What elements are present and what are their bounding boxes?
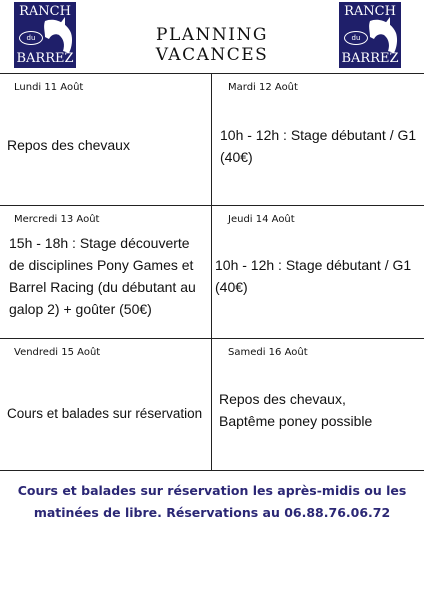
day-activity: 10h - 12h : Stage débutant / G1 (40€) [220, 127, 417, 165]
logo-top-text: RANCH [344, 4, 396, 19]
day-activity: 15h - 18h : Stage découverte de disciplines Pony Games et Barrel Racing (du débutant au galop 2) + goûter (50€) [9, 235, 196, 317]
day-label: Mercredi 13 Août [14, 214, 100, 225]
logo-bottom-text: BARREZ [16, 51, 74, 66]
logo-middle-text: du [19, 31, 43, 45]
day-label: Vendredi 15 Août [14, 347, 101, 358]
logo-middle-text: du [344, 31, 368, 45]
footer-note: Cours et balades sur réservation les après-midis ou les matinées de libre. Réservations au 06.88.76.06.72 [17, 483, 407, 520]
logo-bottom-text: BARREZ [341, 51, 399, 66]
day-activity: 10h - 12h : Stage débutant / G1 (40€) [215, 257, 412, 295]
ranch-logo-right [339, 2, 401, 68]
day-cell-thursday [212, 206, 424, 338]
day-cell-saturday [212, 339, 424, 471]
day-cell-monday [0, 74, 211, 205]
page-title: PLANNING VACANCES [155, 25, 269, 65]
day-cell-tuesday [212, 74, 424, 205]
schedule-grid [0, 73, 424, 471]
day-activity: Repos des chevaux, Baptême poney possible [219, 391, 373, 429]
day-label: Samedi 16 Août [228, 347, 308, 358]
day-cell-wednesday [0, 206, 211, 338]
day-label: Jeudi 14 Août [228, 214, 295, 225]
day-cell-friday [0, 339, 211, 471]
day-label: Mardi 12 Août [228, 82, 298, 93]
day-activity: Cours et balades sur réservation [7, 406, 203, 421]
day-activity: Repos des chevaux [7, 137, 130, 153]
logo-top-text: RANCH [19, 4, 71, 19]
ranch-logo-left [14, 2, 76, 68]
day-label: Lundi 11 Août [14, 82, 84, 93]
